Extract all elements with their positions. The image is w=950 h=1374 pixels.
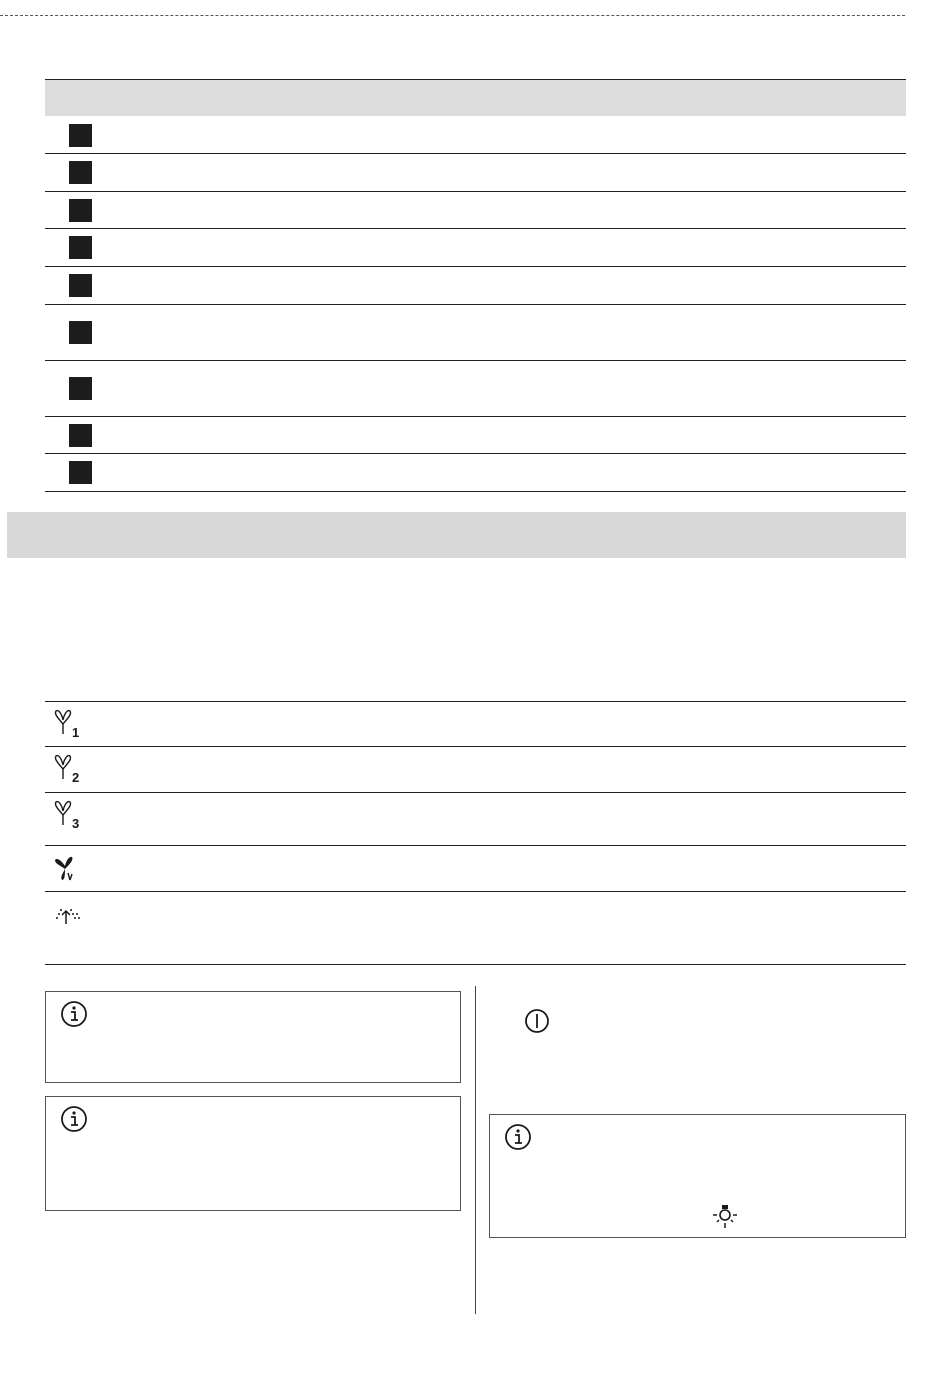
fan-table-row (45, 702, 906, 747)
square-marker (69, 461, 92, 484)
column-divider (475, 986, 476, 1314)
control-table-row (45, 454, 906, 492)
info-icon (503, 1122, 533, 1152)
square-marker (69, 321, 92, 344)
square-marker (69, 236, 92, 259)
control-table-row (45, 116, 906, 154)
square-marker (69, 274, 92, 297)
control-table-header (45, 79, 906, 116)
power-icon (524, 1007, 550, 1035)
square-marker (69, 161, 92, 184)
fan-speed-number: 2 (72, 770, 80, 785)
fan-speed-3-icon (49, 799, 89, 833)
control-table-row (45, 305, 906, 361)
fan-speed-table (45, 701, 906, 965)
fan-table-row (45, 747, 906, 793)
control-table-row (45, 267, 906, 305)
info-note-box (45, 1096, 461, 1211)
control-table-row (45, 229, 906, 267)
info-icon (59, 999, 89, 1029)
square-marker (69, 124, 92, 147)
square-marker (69, 424, 92, 447)
control-table-row (45, 417, 906, 454)
fan-speed-2-icon (49, 753, 89, 787)
fan-speed-number: 3 (72, 816, 80, 831)
control-table-row (45, 154, 906, 192)
control-table-row (45, 192, 906, 229)
info-note-box (45, 991, 461, 1083)
fan-table-row (45, 892, 906, 965)
fan-speed-number: 1 (72, 725, 80, 740)
fan-table-row (45, 846, 906, 892)
square-marker (69, 377, 92, 400)
steam-extraction-icon (49, 898, 89, 932)
section-heading-band (7, 512, 906, 558)
info-note-box (489, 1114, 906, 1238)
info-icon (59, 1104, 89, 1134)
square-marker (69, 199, 92, 222)
control-table-row (45, 361, 906, 417)
fan-speed-1-icon (49, 708, 89, 742)
fan-boost-icon (49, 852, 89, 886)
light-bulb-icon (711, 1204, 739, 1230)
page-top-rule (0, 15, 905, 16)
fan-table-row (45, 793, 906, 846)
